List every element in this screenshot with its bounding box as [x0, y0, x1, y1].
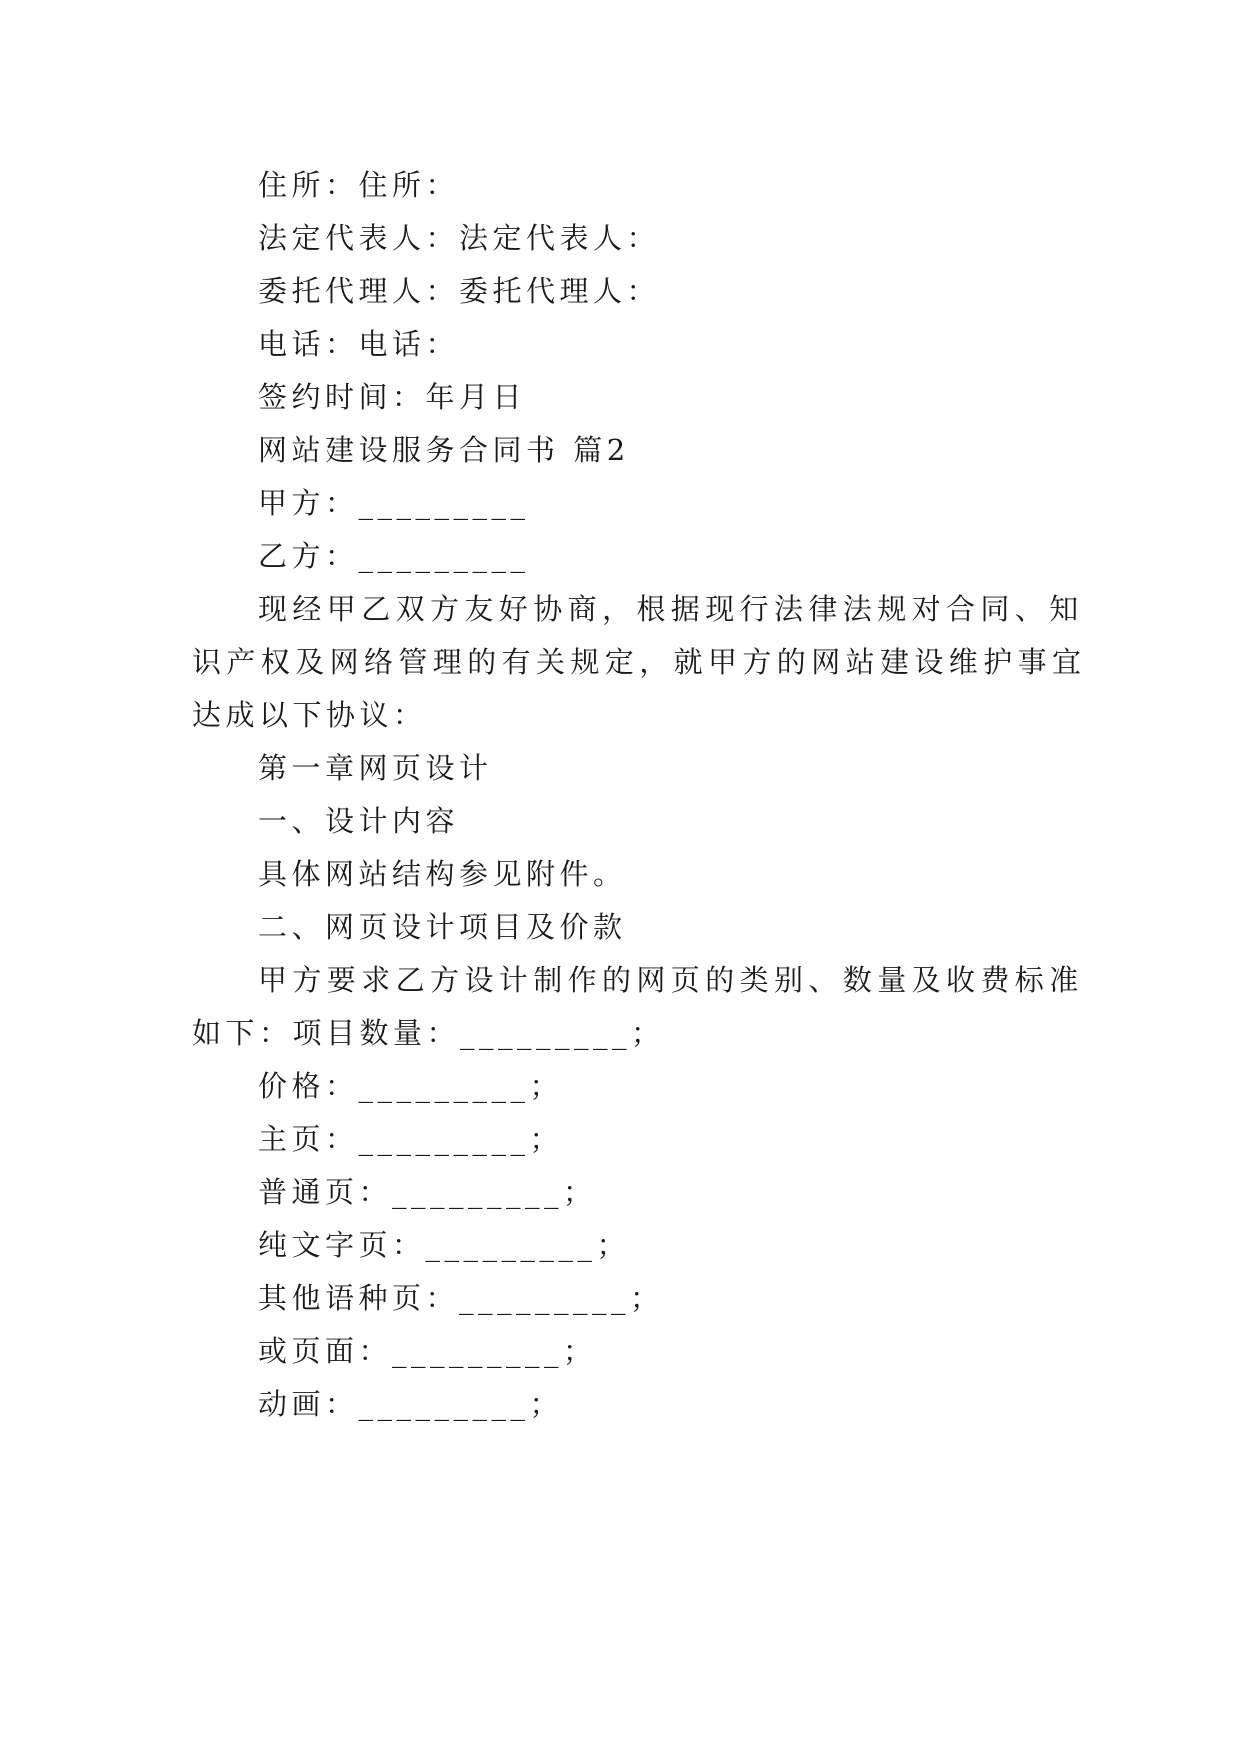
section-heading-1: 一、设计内容 [258, 804, 460, 838]
authorized-agent-line: 委托代理人：委托代理人： [258, 274, 661, 308]
party-b-line: 乙方：_________ [258, 539, 530, 573]
alternate-page-line: 或页面：_________； [258, 1334, 597, 1368]
party-address-line: 住所：住所： [258, 168, 460, 202]
party-a-line: 甲方：_________ [258, 486, 530, 520]
signing-date-line: 签约时间：年月日 [258, 380, 527, 414]
section-1-body: 具体网站结构参见附件。 [258, 857, 627, 891]
legal-representative-line: 法定代表人：法定代表人： [258, 221, 661, 255]
text-only-page-line: 纯文字页：_________； [258, 1228, 631, 1262]
preamble-line-1: 现经甲乙双方友好协商，根据现行法律法规对合同、知 [258, 592, 1084, 626]
phone-line: 电话：电话： [258, 327, 460, 361]
other-language-page-line: 其他语种页：_________； [258, 1281, 664, 1315]
section-heading-2: 二、网页设计项目及价款 [258, 910, 627, 944]
preamble-line-3: 达成以下协议： [192, 698, 427, 732]
chapter-heading: 第一章网页设计 [258, 751, 493, 785]
homepage-line: 主页：_________； [258, 1122, 564, 1156]
price-line: 价格：_________； [258, 1069, 564, 1103]
contract-title: 网站建设服务合同书 篇2 [258, 433, 630, 467]
preamble-line-2: 识产权及网络管理的有关规定，就甲方的网站建设维护事宜 [192, 645, 1087, 679]
section-2-body-line-1: 甲方要求乙方设计制作的网页的类别、数量及收费标准 [258, 963, 1084, 997]
section-2-body-line-2: 如下：项目数量：_________； [192, 1016, 665, 1050]
regular-page-line: 普通页：_________； [258, 1175, 597, 1209]
animation-line: 动画：_________； [258, 1387, 564, 1421]
